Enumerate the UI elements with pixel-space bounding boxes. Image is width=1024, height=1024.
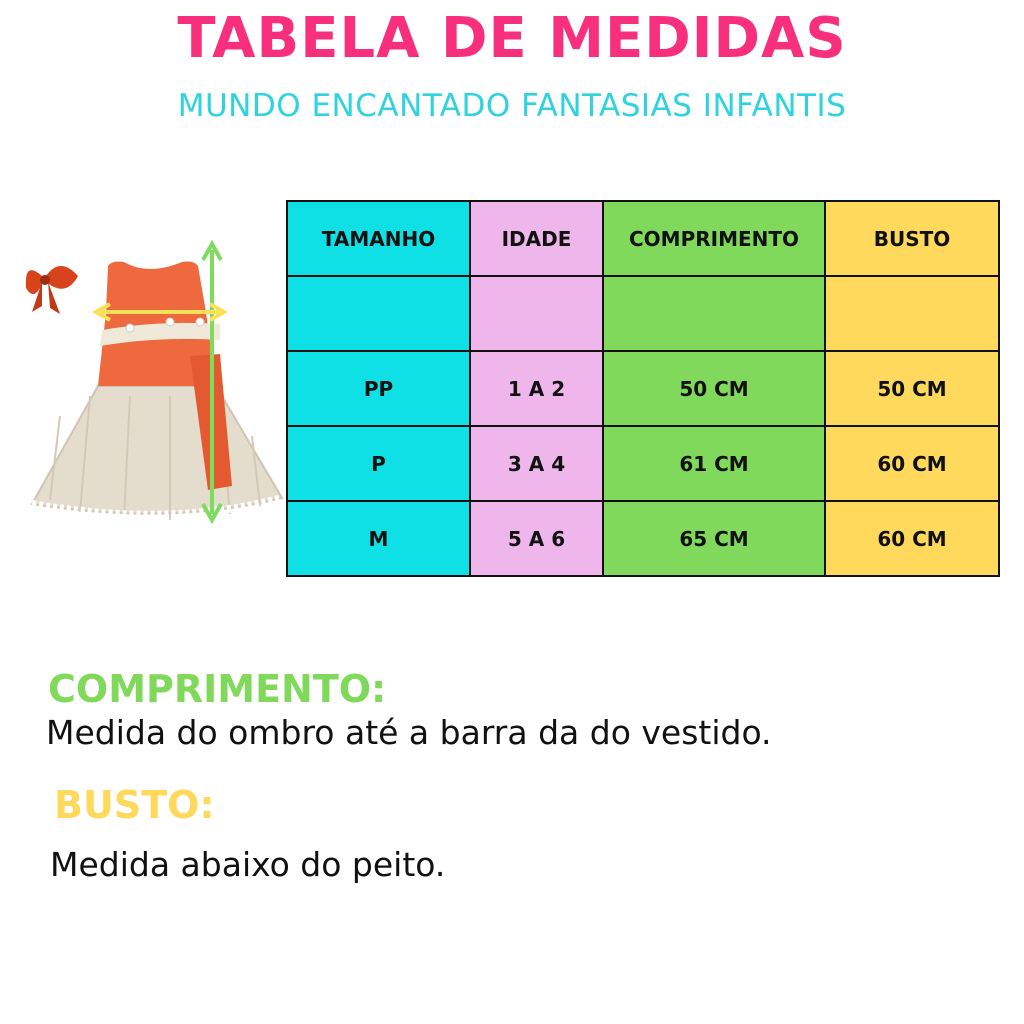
table-cell (825, 276, 999, 351)
busto-heading: BUSTO: (54, 783, 215, 827)
hair-bow-icon (26, 266, 78, 314)
dress-skirt (32, 386, 282, 520)
size-table (286, 200, 1000, 577)
table-cell: 60 CM (825, 426, 999, 501)
page-title: TABELA DE MEDIDAS (177, 6, 847, 71)
table-cell: P (287, 426, 470, 501)
table-cell: M (287, 501, 470, 576)
header-idade: IDADE (470, 201, 603, 276)
table-cell (470, 276, 603, 351)
busto-description: Medida abaixo do peito. (50, 845, 446, 884)
header-comprimento: COMPRIMENTO (603, 201, 825, 276)
header-tamanho: TAMANHO (287, 201, 470, 276)
header-busto: BUSTO (825, 201, 999, 276)
dress-illustration (20, 236, 290, 536)
table-cell (603, 276, 825, 351)
table-cell: 60 CM (825, 501, 999, 576)
table-cell: 5 A 6 (470, 501, 603, 576)
table-row (287, 351, 999, 426)
table-row (287, 501, 999, 576)
table-cell: 3 A 4 (470, 426, 603, 501)
table-cell: 65 CM (603, 501, 825, 576)
table-row (287, 426, 999, 501)
table-cell: 1 A 2 (470, 351, 603, 426)
table-cell: 50 CM (603, 351, 825, 426)
table-cell: PP (287, 351, 470, 426)
table-cell (287, 276, 470, 351)
table-row (287, 276, 999, 351)
page-subtitle: MUNDO ENCANTADO FANTASIAS INFANTIS (177, 88, 847, 124)
table-cell: 61 CM (603, 426, 825, 501)
table-header-row (287, 201, 999, 276)
comprimento-heading: COMPRIMENTO: (48, 667, 387, 711)
comprimento-description: Medida do ombro até a barra da do vestido. (46, 713, 772, 752)
table-cell: 50 CM (825, 351, 999, 426)
